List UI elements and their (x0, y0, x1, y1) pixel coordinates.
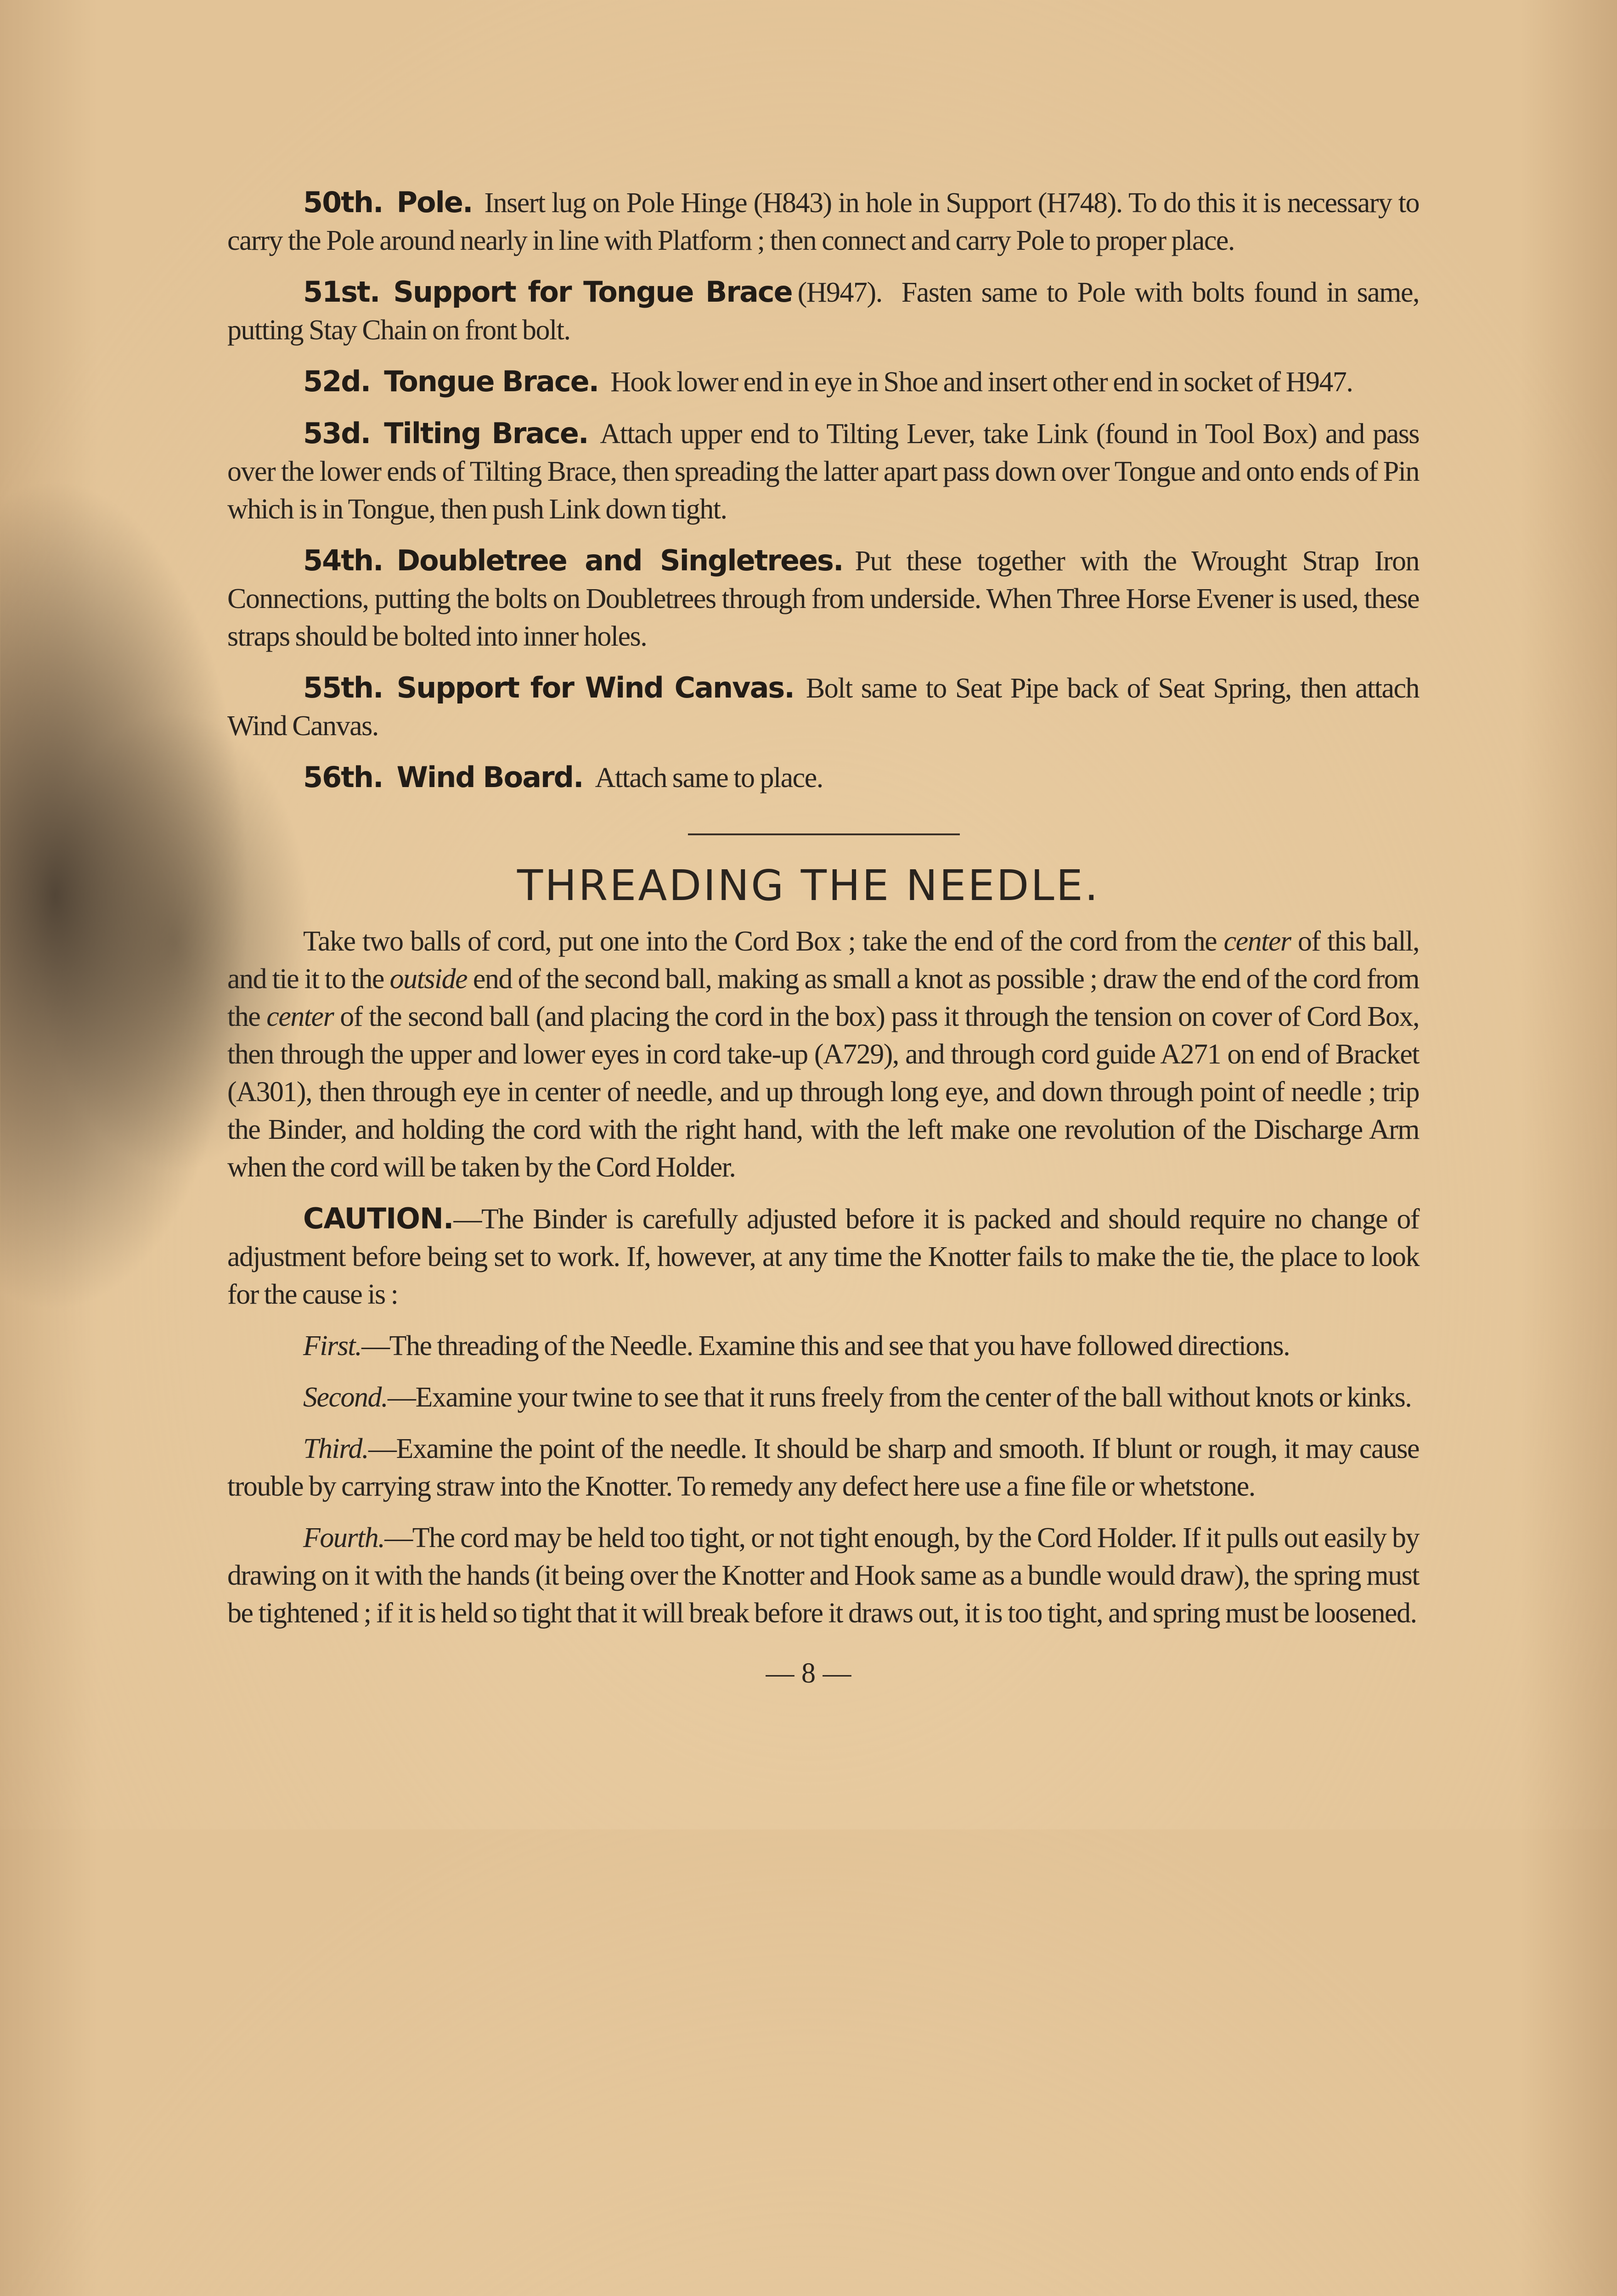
step-title: Wind Board. (396, 760, 583, 794)
step-number: 56th. (303, 760, 383, 794)
cause-body: —The threading of the Needle. Examine this and see that you have followed directions. (361, 1330, 1290, 1362)
step-title: Tongue Brace. (384, 365, 599, 398)
step-52-tongue-brace (227, 363, 1419, 401)
cause-label: Fourth. (303, 1522, 385, 1553)
step-50-pole (227, 184, 1419, 259)
cause-label: Second. (303, 1382, 388, 1413)
cause-second (227, 1379, 1419, 1416)
step-title: Support for Wind Canvas. (396, 671, 794, 704)
step-number: 55th. (303, 671, 383, 704)
step-number: 51st. (303, 275, 380, 309)
text-segment: end of the second ball, making as small a knot as possible ; draw the end of the cord from the (227, 963, 1419, 1032)
step-number: 50th. (303, 186, 383, 219)
step-53-tilting-brace (227, 415, 1419, 528)
cause-body: —The cord may be held too tight, or not tight enough, by the Cord Holder. If it pulls out easily by drawing on it with the hands (it being over the Knotter and Hook same as a bundle would draw), the spring must be tightened ; if it is held so tight that it will break before it draws out, it is too tight, and spring must be loosened. (227, 1522, 1419, 1629)
step-number: 52d. (303, 365, 371, 398)
step-title: Tilting Brace. (384, 416, 588, 450)
caution-label: CAUTION. (303, 1202, 454, 1235)
cause-body: —Examine your twine to see that it runs freely from the center of the ball without knots or kinks. (388, 1382, 1412, 1413)
step-body: Attach same to place. (595, 762, 823, 793)
step-title: Doubletree and Singletrees. (396, 544, 843, 577)
italic-term: center (266, 1001, 334, 1032)
step-body: Insert lug on Pole Hinge (H843) in hole in Support (H748). To do this it is necessary to carry the Pole around nearly in line with Platform ; then connect and carry Pole to proper place. (227, 187, 1419, 256)
page-number: — 8 — (766, 1658, 851, 1689)
step-51-support-tongue-brace (227, 273, 1419, 349)
cause-first (227, 1327, 1419, 1365)
italic-term: center (1223, 926, 1291, 957)
step-body: Attach upper end to Tilting Lever, take Link (found in Tool Box) and pass over the lower ends of Tilting Brace, then spreading the latter apart pass down over Tongue and onto ends of Pin which is in Tongue, then push Link down tight. (227, 418, 1419, 525)
cause-third (227, 1430, 1419, 1505)
step-54-doubletree (227, 542, 1419, 655)
cause-fourth (227, 1519, 1419, 1632)
cause-label: First. (303, 1330, 362, 1362)
caution-body: —The Binder is carefully adjusted before it is packed and should require no change of adjustment before being set to work. If, however, at any time the Knotter fails to make the tie, the place to look for the cause is : (227, 1204, 1419, 1310)
step-title: Support for Tongue Brace (393, 275, 792, 309)
step-55-wind-canvas (227, 669, 1419, 745)
text-segment: of this ball, and tie it to the (227, 926, 1419, 995)
caution-paragraph (227, 1200, 1419, 1313)
step-body: Put these together with the Wrought Strap Iron Connections, putting the bolts on Doubletrees through from underside. When Three Horse Evener is used, these straps should be bolted into inner holes. (227, 546, 1420, 652)
step-body: Fasten same to Pole with bolts found in same, putting Stay Chain on front bolt. (227, 277, 1419, 346)
step-body: Hook lower end in eye in Shoe and insert other end in socket of H947. (610, 366, 1353, 398)
text-segment: Take two balls of cord, put one into the Cord Box ; take the end of the cord from the (303, 926, 1224, 957)
cause-body: —Examine the point of the needle. It should be sharp and smooth. If blunt or rough, it may cause trouble by carrying straw into the Knotter. To remedy any defect here use a fine file or whetstone. (227, 1433, 1419, 1502)
threading-paragraph (227, 923, 1419, 1186)
step-body: Bolt same to Seat Pipe back of Seat Spring, then attach Wind Canvas. (227, 673, 1419, 742)
step-title: Pole. (396, 186, 473, 219)
step-part-ref: (H947). (797, 277, 882, 308)
step-56-wind-board (227, 759, 1419, 797)
text-segment: of the second ball (and placing the cord in the box) pass it through the tension on cover of Cord Box, then through the upper and lower eyes in cord take-up (A729), and through cord guide A271 on end of Bracket (A301), then through eye in center of needle, and up through long eye, and down through point of needle ; trip the Binder, and holding the cord with the right hand, with the left make one revolution of the Discharge Arm when the cord will be taken by the Cord Holder. (227, 1001, 1420, 1183)
section-heading: THREADING THE NEEDLE. (517, 861, 1100, 910)
cause-label: Third. (303, 1433, 369, 1464)
section-divider (688, 833, 960, 835)
step-number: 53d. (303, 416, 371, 450)
step-number: 54th. (303, 544, 383, 577)
italic-term: outside (389, 963, 468, 995)
